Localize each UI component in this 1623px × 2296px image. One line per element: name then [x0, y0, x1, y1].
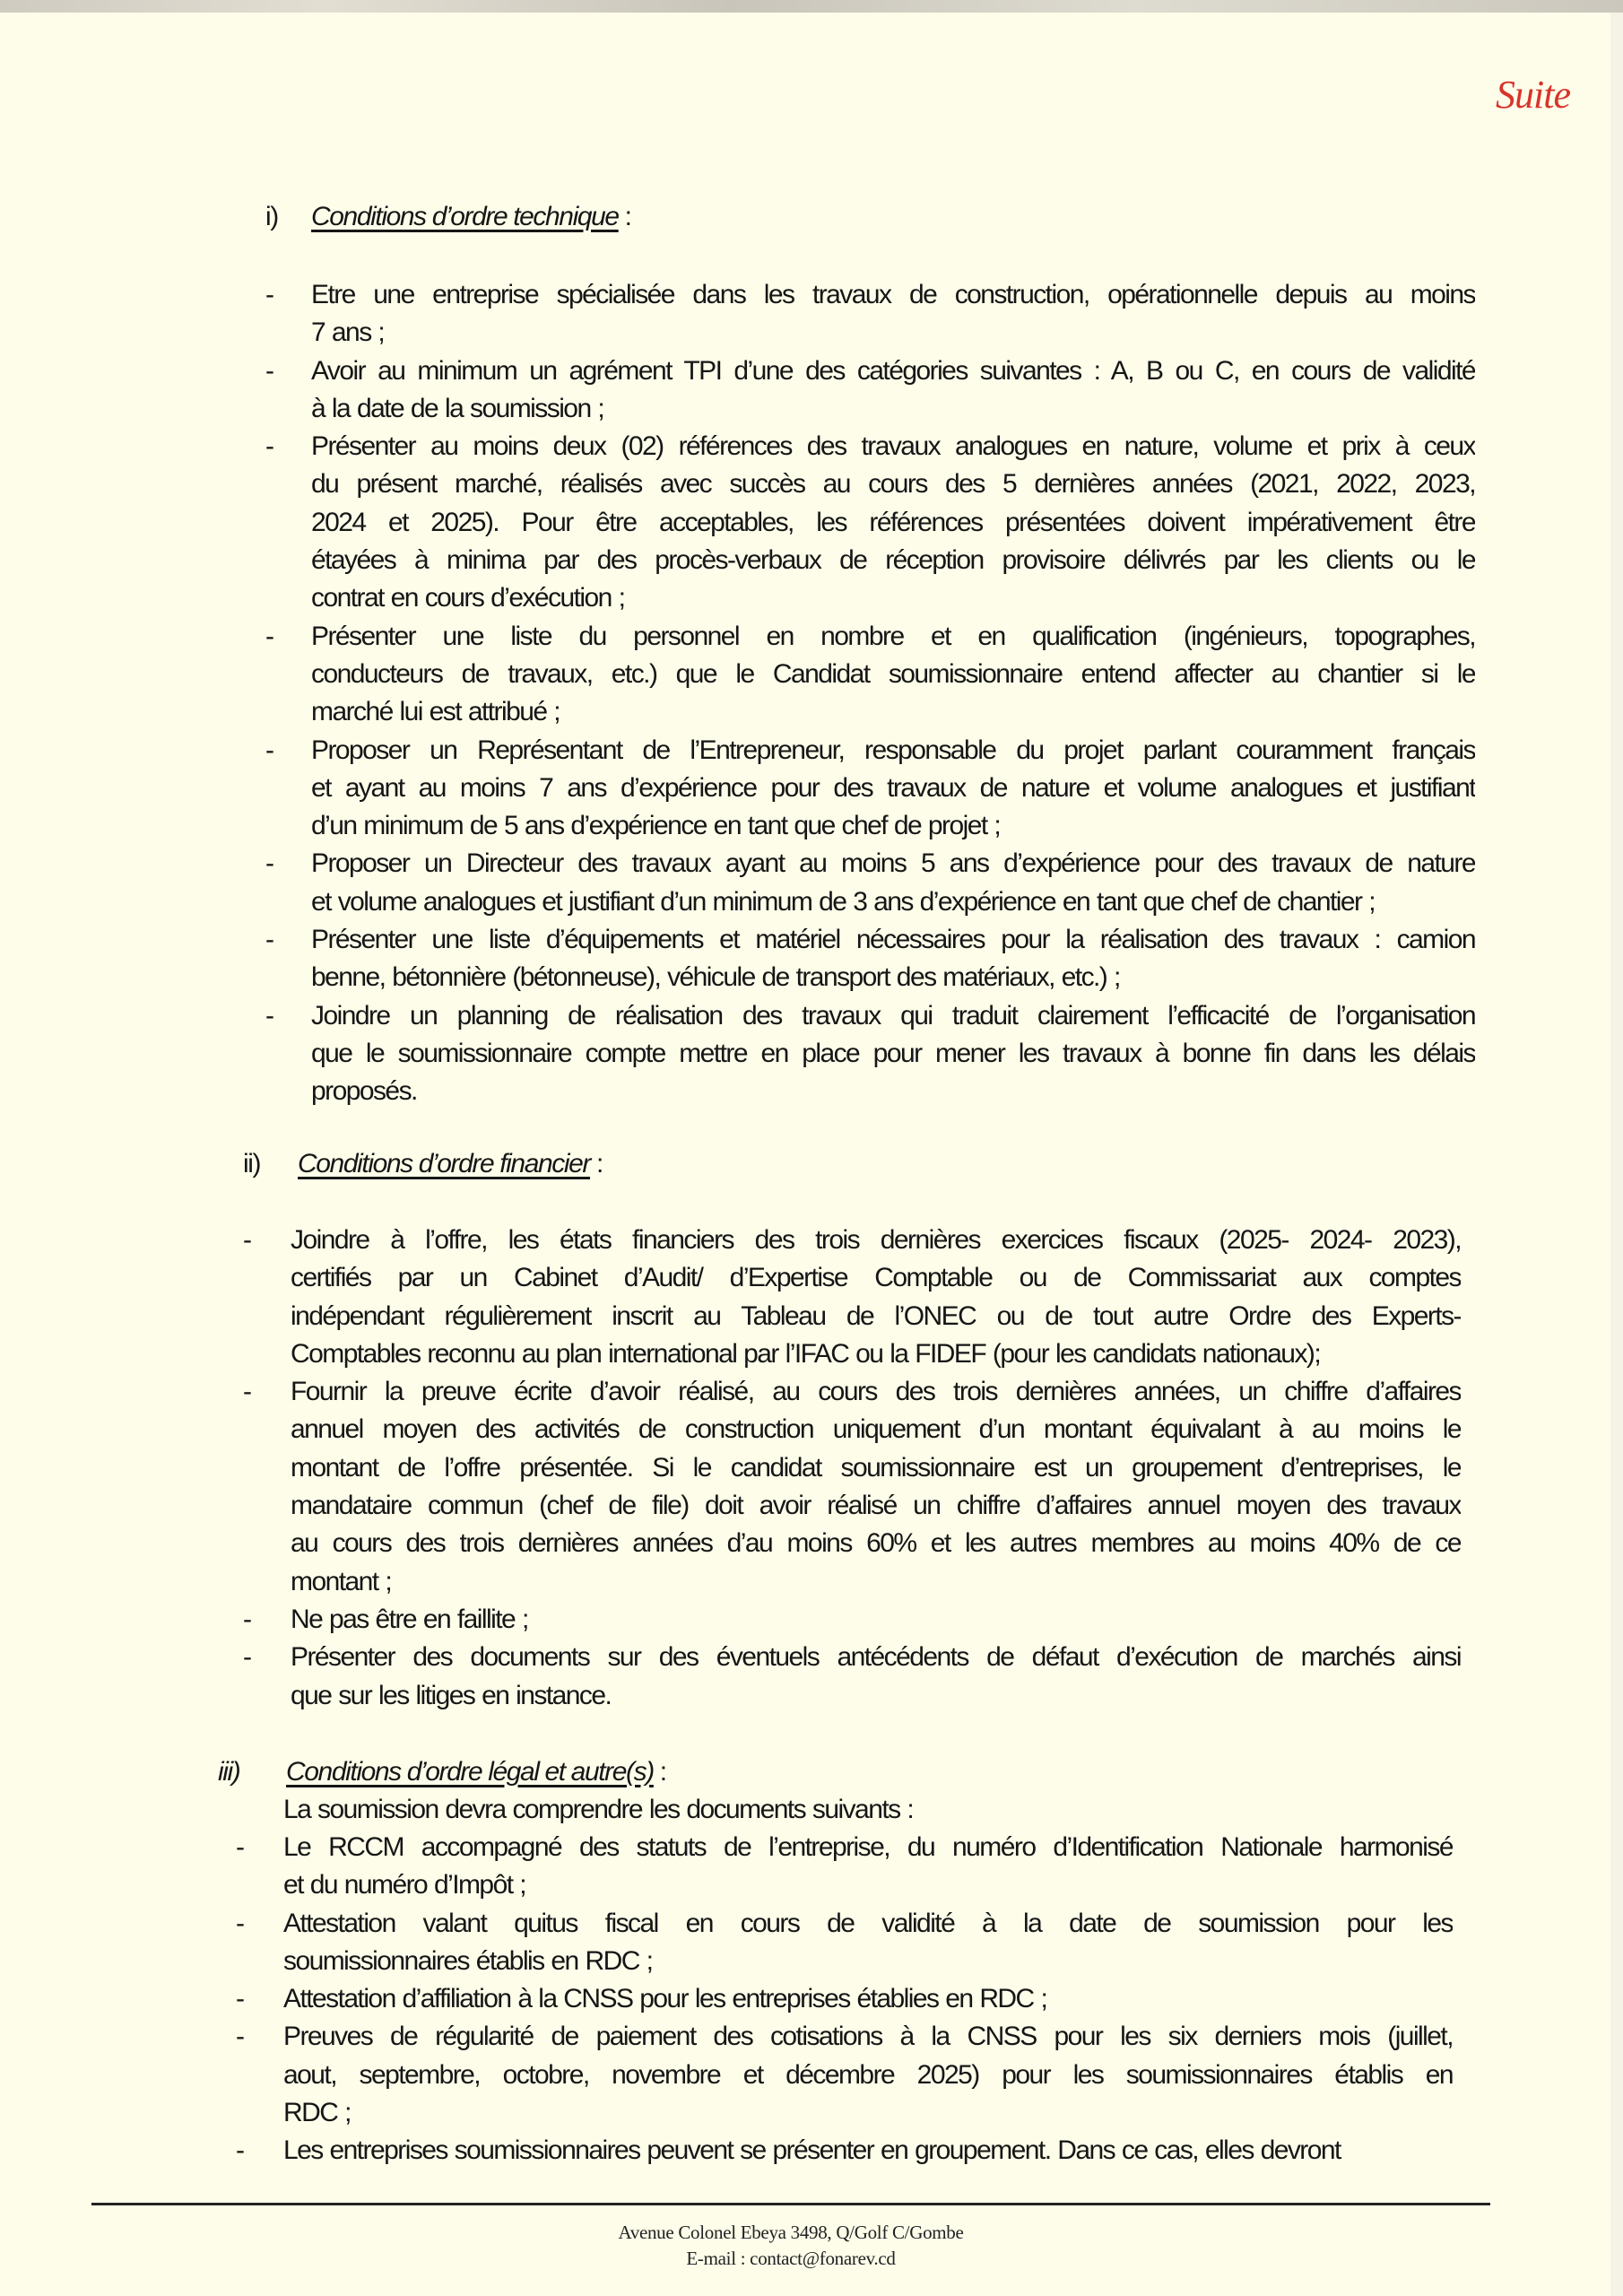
text-line: montant ;	[291, 1566, 392, 1596]
text-line: et du numéro d’Impôt ;	[283, 1870, 526, 1900]
financier-list	[243, 1222, 1461, 1715]
text-line: RDC ;	[283, 2098, 351, 2128]
bullet-dash: -	[243, 1225, 252, 1255]
section-title: Conditions d’ordre technique	[311, 202, 619, 231]
bullet-dash: -	[265, 925, 274, 955]
section-number: ii)	[243, 1149, 261, 1178]
text-line: étayées à minima par des procès-verbaux de réception provisoire délivrés par les clients ou le	[311, 545, 1475, 576]
colon: :	[590, 1149, 603, 1178]
text-line: que le soumissionnaire compte mettre en place pour mener les travaux à bonne fin dans les délais	[311, 1038, 1475, 1068]
text-line: conducteurs de travaux, etc.) que le Candidat soumissionnaire entend affecter au chantier si le	[311, 658, 1475, 689]
footer-address: Avenue Colonel Ebeya 3498, Q/Golf C/Gombe	[618, 2222, 964, 2243]
text-line: Proposer un Directeur des travaux ayant au moins 5 ans d’expérience pour des travaux de nature	[311, 848, 1475, 879]
bullet-dash: -	[243, 1604, 252, 1634]
section-heading-technique	[265, 198, 631, 236]
text-line: Avoir au minimum un agrément TPI d’une des catégories suivantes : A, B ou C, en cours de validité	[311, 355, 1475, 386]
text-line: marché lui est attribué ;	[311, 697, 560, 727]
bullet-dash: -	[243, 1642, 252, 1673]
technique-list	[265, 276, 1475, 1111]
text-line: et volume analogues et justifiant d’un minimum de 3 ans d’expérience en tant que chef de chantier ;	[311, 886, 1376, 917]
list-item	[265, 276, 1475, 352]
list-item	[236, 1980, 1453, 2018]
bullet-dash: -	[236, 2135, 245, 2166]
text-line: Preuves de régularité de paiement des cotisations à la CNSS pour les six derniers mois (juillet,	[283, 2022, 1453, 2052]
bullet-dash: -	[265, 431, 274, 462]
text-line: 2024 et 2025). Pour être acceptables, les références présentées doivent impérativement être	[311, 507, 1475, 537]
text-line: que sur les litiges en instance.	[291, 1680, 612, 1710]
scan-top-edge	[0, 0, 1623, 13]
text-line: 7 ans ;	[311, 317, 385, 348]
text-line: Présenter des documents sur des éventuels antécédents de défaut d’exécution de marchés ainsi	[291, 1642, 1461, 1673]
list-item	[265, 732, 1475, 846]
text-line: annuel moyen des activités de construction uniquement d’un montant équivalant à au moins le	[291, 1414, 1461, 1445]
section-heading-legal	[218, 1753, 666, 1791]
legal-intro-wrap	[283, 1791, 1453, 1829]
colon: :	[618, 202, 631, 231]
text-line: Proposer un Représentant de l’Entrepreneur, responsable du projet parlant couramment français	[311, 735, 1475, 765]
bullet-dash: -	[236, 1832, 245, 1862]
list-item	[236, 2018, 1453, 2132]
section-number: i)	[265, 202, 278, 231]
list-item	[236, 1905, 1453, 1981]
list-item	[265, 997, 1475, 1111]
text-line: d’un minimum de 5 ans d’expérience en tant que chef de projet ;	[311, 811, 1001, 841]
list-item	[243, 1639, 1461, 1715]
text-line: Présenter une liste du personnel en nombre et en qualification (ingénieurs, topographes,	[311, 621, 1475, 651]
text-line: certifiés par un Cabinet d’Audit/ d’Expertise Comptable ou de Commissariat aux comptes	[291, 1263, 1461, 1293]
list-item	[265, 845, 1475, 921]
text-line: aout, septembre, octobre, novembre et décembre 2025) pour les soumissionnaires établis en	[283, 2059, 1453, 2090]
scan-right-edge	[1610, 13, 1623, 2296]
list-item	[265, 618, 1475, 732]
text-line: Ne pas être en faillite ;	[291, 1604, 528, 1634]
bullet-dash: -	[265, 1000, 274, 1031]
section-number: iii)	[218, 1757, 240, 1787]
list-item	[236, 1829, 1453, 1905]
text-line: benne, bétonnière (bétonneuse), véhicule de transport des matériaux, etc.) ;	[311, 962, 1120, 993]
list-item	[243, 1373, 1461, 1601]
section-title: Conditions d’ordre légal et autre(s)	[286, 1757, 654, 1787]
text-line: Attestation d’affiliation à la CNSS pour les entreprises établies en RDC ;	[283, 1984, 1047, 2014]
text-line: proposés.	[311, 1076, 417, 1107]
list-item	[265, 921, 1475, 997]
bullet-dash: -	[236, 2022, 245, 2052]
list-item	[243, 1601, 1461, 1639]
text-line: Attestation valant quitus fiscal en cours de validité à la date de soumission pour les	[283, 1908, 1453, 1938]
list-item	[236, 2132, 1453, 2170]
bullet-dash: -	[265, 280, 274, 309]
section-title: Conditions d’ordre financier	[298, 1149, 591, 1178]
text-line: contrat en cours d’exécution ;	[311, 583, 625, 613]
list-item	[243, 1222, 1461, 1373]
text-line: Joindre à l’offre, les états financiers des trois dernières exercices fiscaux (2025- 2024- 2023),	[291, 1225, 1461, 1255]
bullet-dash: -	[265, 848, 274, 879]
legal-intro: La soumission devra comprendre les documents suivants :	[283, 1795, 914, 1824]
bullet-dash: -	[236, 1908, 245, 1938]
text-line: Les entreprises soumissionnaires peuvent se présenter en groupement. Dans ce cas, elles devront	[283, 2135, 1341, 2166]
list-item	[265, 352, 1475, 429]
section-heading-financier	[243, 1145, 603, 1183]
text-line: Joindre un planning de réalisation des travaux qui traduit clairement l’efficacité de l’organisation	[311, 1000, 1475, 1031]
text-line: à la date de la soumission ;	[311, 393, 604, 423]
legal-list	[236, 1829, 1453, 2170]
text-line: indépendant régulièrement inscrit au Tableau de l’ONEC ou de tout autre Ordre des Experts-	[291, 1300, 1461, 1331]
text-line: soumissionnaires établis en RDC ;	[283, 1945, 653, 1976]
text-line: au cours des trois dernières années d’au moins 60% et les autres membres au moins 40% de ce	[291, 1528, 1461, 1559]
footer-divider	[91, 2203, 1490, 2205]
text-line: et ayant au moins 7 ans d’expérience pour des travaux de nature et volume analogues et justifiant	[311, 772, 1475, 803]
text-line: montant de l’offre présentée. Si le candidat soumissionnaire est un groupement d’entreprises, le	[291, 1452, 1461, 1483]
bullet-dash: -	[265, 735, 274, 765]
bullet-dash: -	[265, 621, 274, 651]
text-line: mandataire commun (chef de file) doit avoir réalisé un chiffre d’affaires annuel moyen des travaux	[291, 1491, 1461, 1521]
text-line: Comptables reconnu au plan international par l’IFAC ou la FIDEF (pour les candidats nationaux);	[291, 1338, 1321, 1369]
text-line: Le RCCM accompagné des statuts de l’entreprise, du numéro d’Identification Nationale harmonisé	[283, 1832, 1453, 1862]
bullet-dash: -	[243, 1377, 252, 1407]
footer-email: E-mail : contact@fonarev.cd	[686, 2248, 896, 2269]
text-line: Fournir la preuve écrite d’avoir réalisé, au cours des trois dernières années, un chiffre d’affaires	[291, 1377, 1461, 1407]
text-line: Présenter au moins deux (02) références des travaux analogues en nature, volume et prix à ceux	[311, 431, 1475, 462]
list-item	[265, 428, 1475, 617]
text-line: Présenter une liste d’équipements et matériel nécessaires pour la réalisation des travaux : camion	[311, 925, 1475, 955]
suite-label: Suite	[1496, 73, 1570, 117]
text-line: du présent marché, réalisés avec succès au cours des 5 dernières années (2021, 2022, 2023,	[311, 469, 1475, 500]
bullet-dash: -	[236, 1984, 245, 2014]
bullet-dash: -	[265, 355, 274, 386]
colon: :	[653, 1757, 666, 1787]
text-line: Etre une entreprise spécialisée dans les travaux de construction, opérationnelle depuis au moins	[311, 280, 1475, 309]
